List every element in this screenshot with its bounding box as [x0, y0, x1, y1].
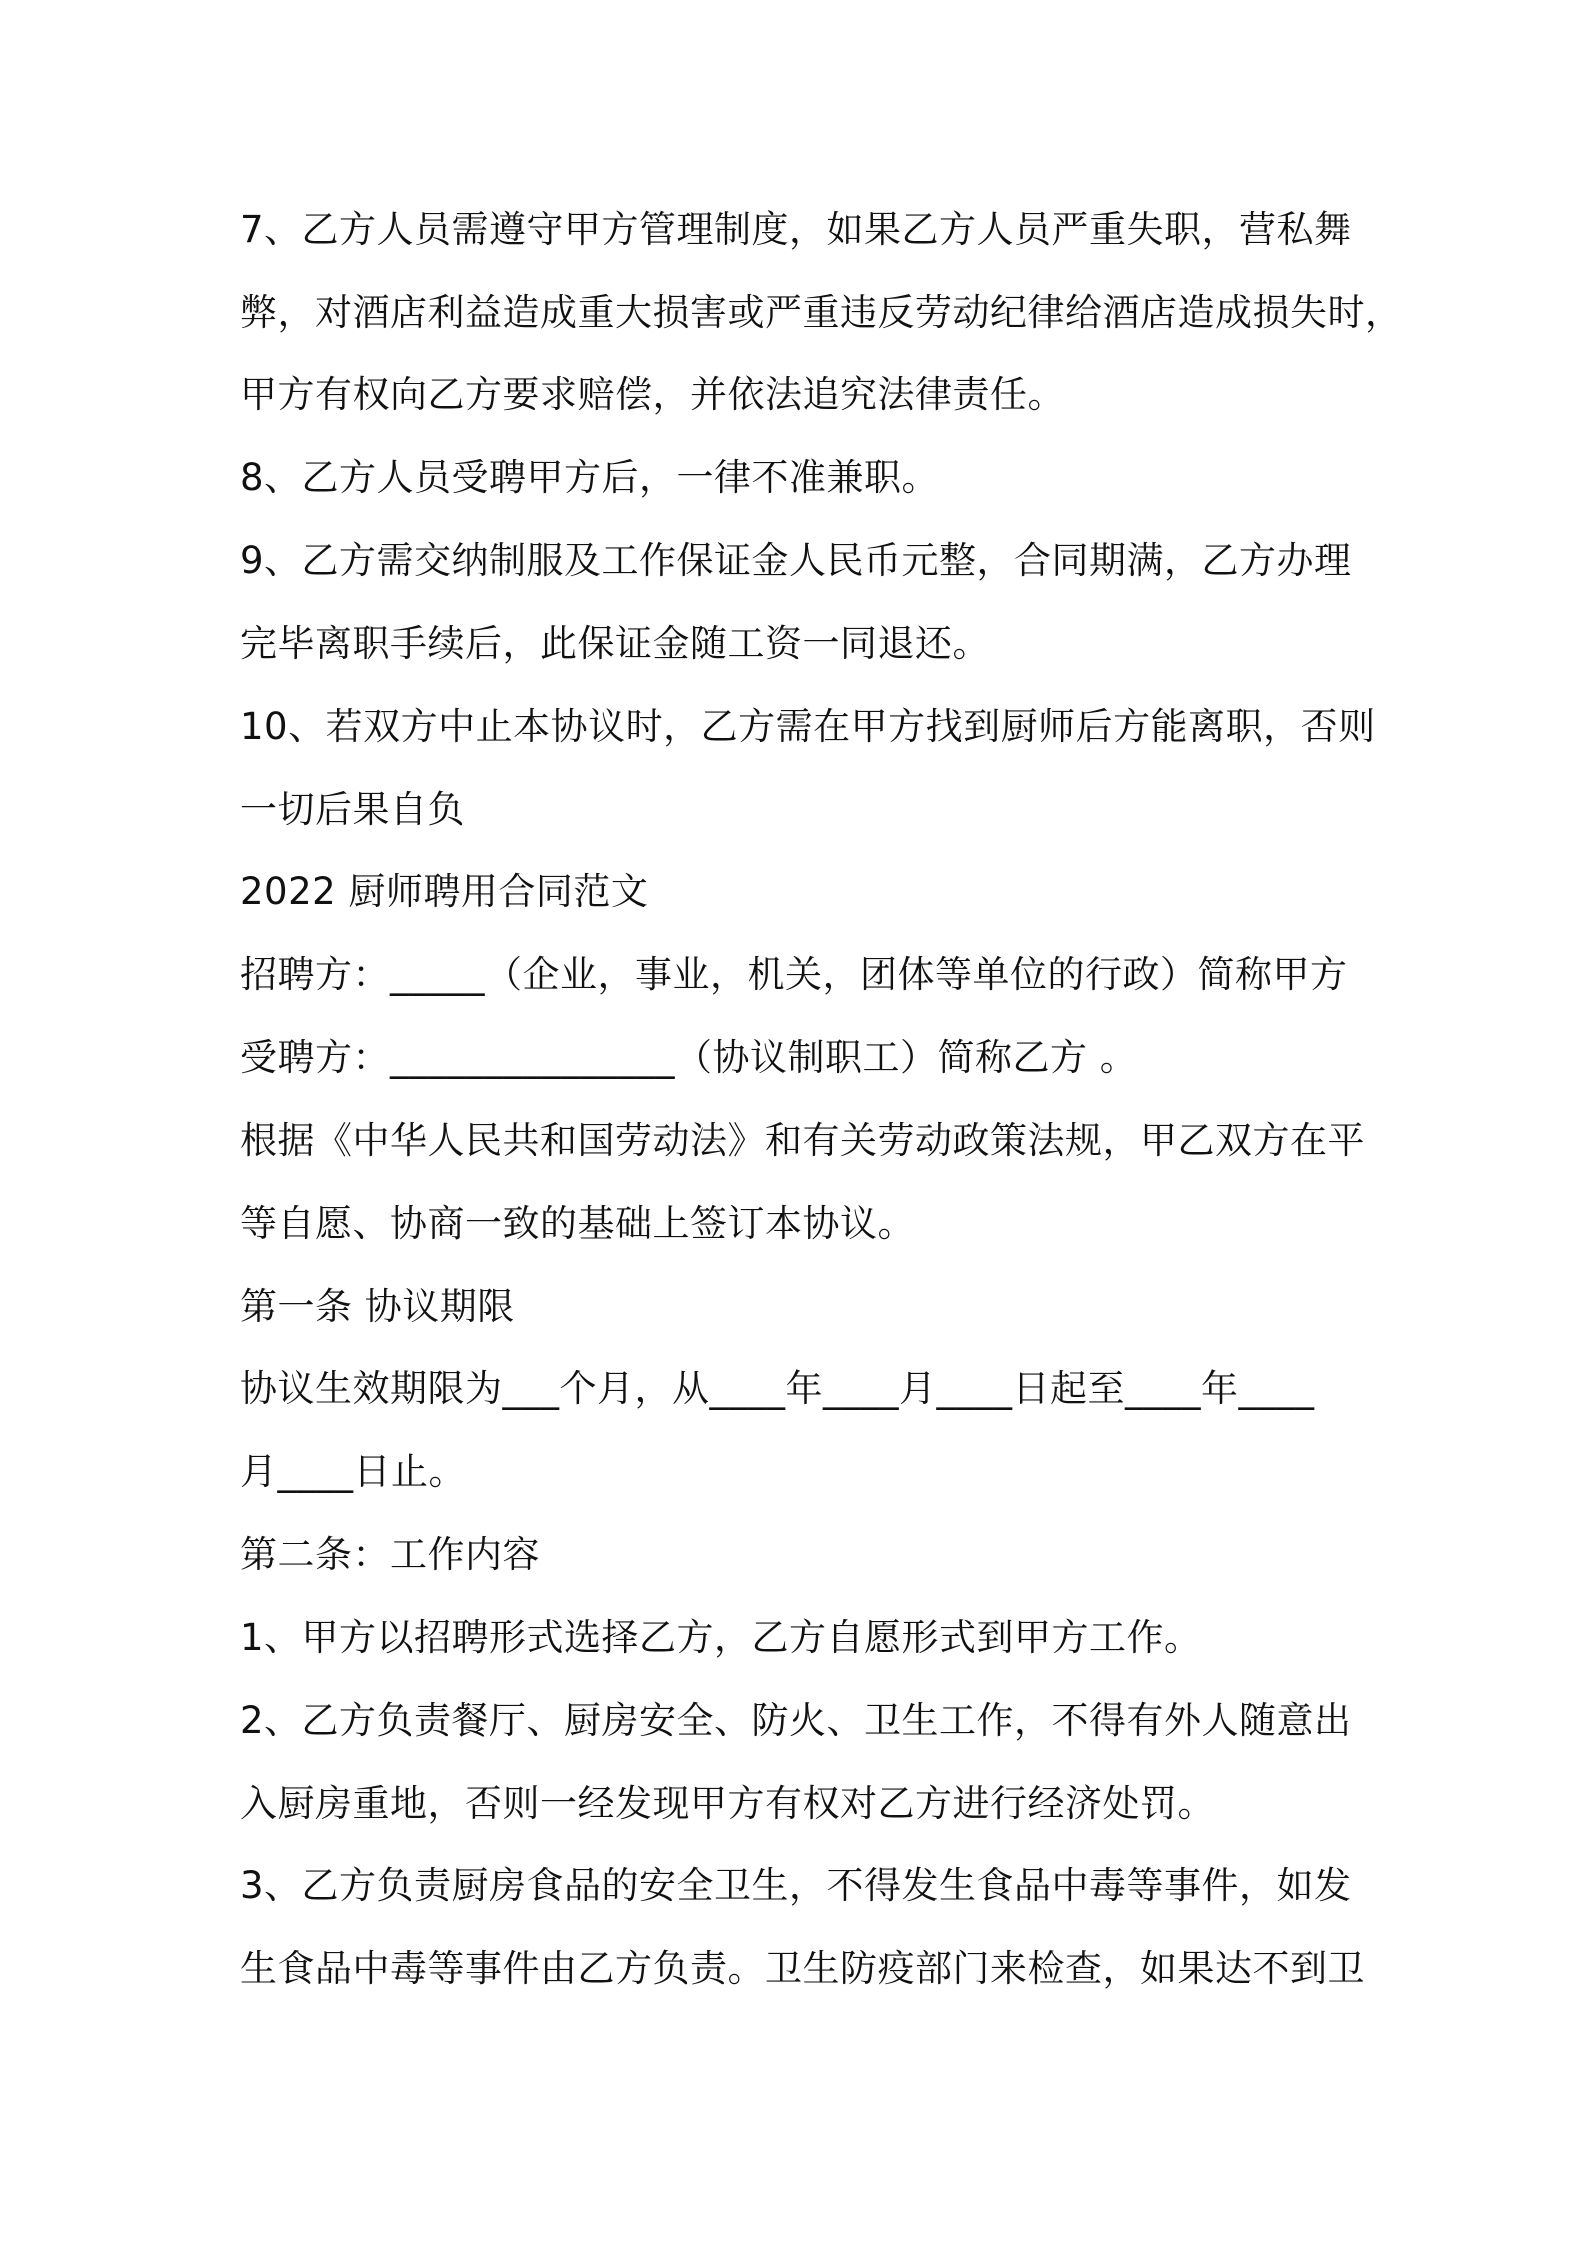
- paragraph-line: 完毕离职手续后，此保证金随工资一同退还。: [240, 622, 990, 665]
- paragraph-line: 甲方有权向乙方要求赔偿，并依法追究法律责任。: [240, 373, 1065, 416]
- paragraph-line: 3、乙方负责厨房食品的安全卫生，不得发生食品中毒等事件，如发: [240, 1864, 1352, 1907]
- paragraph-line: 10、若双方中止本协议时，乙方需在甲方找到厨师后方能离职，否则: [240, 705, 1376, 748]
- paragraph-line: 受聘方：_______________（协议制职工）简称乙方 。: [240, 1036, 1138, 1079]
- paragraph-line: 一切后果自负: [240, 788, 465, 831]
- paragraph-line: 根据《中华人民共和国劳动法》和有关劳动政策法规，甲乙双方在平: [240, 1119, 1365, 1162]
- paragraph-line: 7、乙方人员需遵守甲方管理制度，如果乙方人员严重失职，营私舞: [240, 208, 1352, 251]
- paragraph-line: 2、乙方负责餐厅、厨房安全、防火、卫生工作，不得有外人随意出: [240, 1699, 1352, 1742]
- paragraph-line: 协议生效期限为___个月，从____年____月____日起至____年____: [240, 1367, 1315, 1410]
- paragraph-line: 9、乙方需交纳制服及工作保证金人民币元整，合同期满，乙方办理: [240, 539, 1352, 582]
- section-heading: 2022 厨师聘用合同范文: [240, 870, 649, 913]
- paragraph-line: 招聘方：_____（企业，事业，机关，团体等单位的行政）简称甲方: [240, 953, 1348, 996]
- paragraph-line: 入厨房重地，否则一经发现甲方有权对乙方进行经济处罚。: [240, 1782, 1215, 1825]
- paragraph-line: 月____日止。: [240, 1450, 466, 1493]
- article-heading: 第一条 协议期限: [240, 1285, 515, 1328]
- paragraph-line: 等自愿、协商一致的基础上签订本协议。: [240, 1202, 915, 1245]
- article-heading: 第二条：工作内容: [240, 1533, 540, 1576]
- paragraph-line: 8、乙方人员受聘甲方后，一律不准兼职。: [240, 456, 940, 499]
- paragraph-line: 生食品中毒等事件由乙方负责。卫生防疫部门来检查，如果达不到卫: [240, 1947, 1365, 1990]
- paragraph-line: 1、甲方以招聘形式选择乙方，乙方自愿形式到甲方工作。: [240, 1616, 1202, 1659]
- paragraph-line: 弊，对酒店利益造成重大损害或严重违反劳动纪律给酒店造成损失时，: [240, 291, 1403, 334]
